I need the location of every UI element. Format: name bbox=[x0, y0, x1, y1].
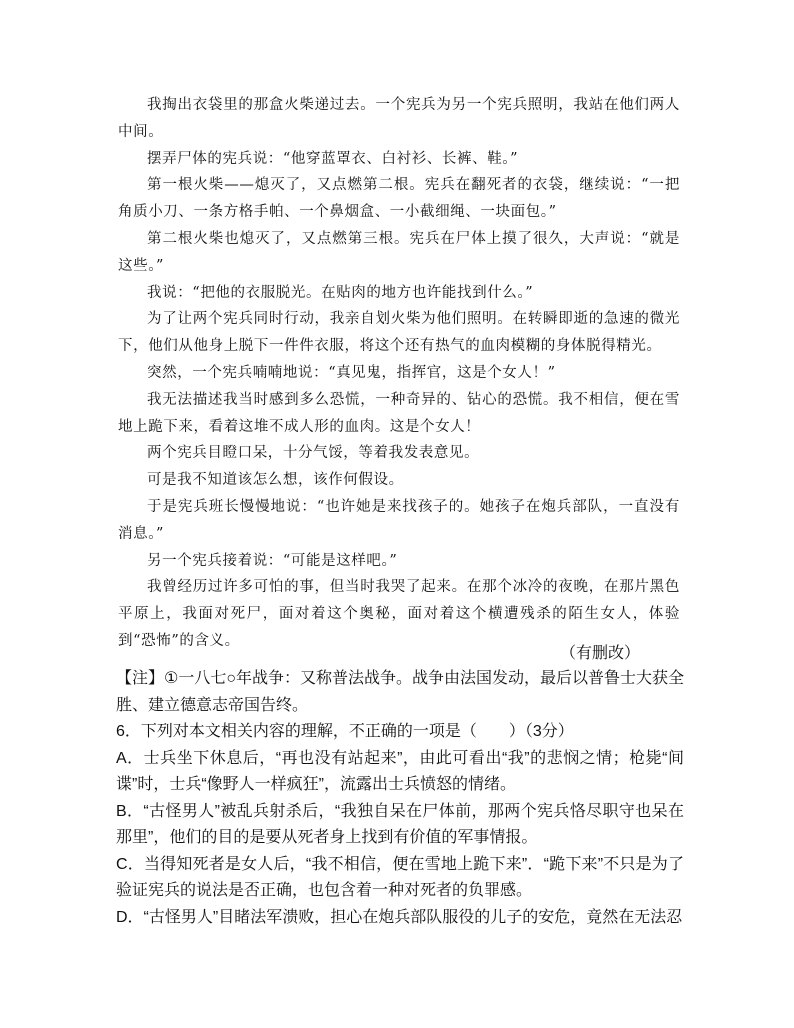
paragraph: 我说：“把他的衣服脱光。在贴肉的地方也许能找到什么。” bbox=[147, 284, 534, 301]
paragraph: 两个宪兵目瞪口呆，十分气馁，等着我发表意见。 bbox=[147, 445, 480, 462]
paragraph: 突然，一个宪兵喃喃地说：“真见鬼，指挥官，这是个女人！” bbox=[147, 364, 556, 381]
footnote: 【注】①一八七○年战争：又称普法战争。战争由法国发动，最后以普鲁士大获全胜、建立德意志帝国告终。 bbox=[116, 670, 685, 714]
question-section bbox=[116, 666, 684, 931]
option-a: A．士兵坐下休息后，“再也没有站起来”，由此可看出“我”的悲悯之情；枪毙“间谍”时，士兵“像野人一样疯狂”，流露出士兵愤怒的情绪。 bbox=[116, 749, 684, 793]
paragraph: 我曾经历过许多可怕的事，但当时我哭了起来。在那个冰冷的夜晚，在那片黑色平原上，我面对死尸，面对着这个奥秘，面对着这个横遭残杀的陌生女人，体验到“恐怖”的含义。 bbox=[118, 579, 680, 649]
paragraph: 第一根火柴——熄灭了，又点燃第二根。宪兵在翻死者的衣袋，继续说：“一把角质小刀、一条方格手帕、一个鼻烟盒、一小截细绳、一块面包。” bbox=[118, 177, 680, 221]
paragraph: 于是宪兵班长慢慢地说：“也许她是来找孩子的。她孩子在炮兵部队，一直没有消息。” bbox=[118, 498, 680, 542]
option-d: D．“古怪男人”目睹法军溃败，担心在炮兵部队服役的儿子的安危，竟然在无法忍 bbox=[116, 908, 683, 926]
option-c: C．当得知死者是女人后，“我不相信，便在雪地上跪下来”．“跪下来”不只是为了验证宪兵的说法是否正确，也包含着一种对死者的负罪感。 bbox=[116, 855, 684, 899]
option-b: B．“古怪男人”被乱兵射杀后，“我独自呆在尸体前，那两个宪兵恪尽职守也呆在那里”，他们的目的是要从死者身上找到有价值的军事情报。 bbox=[116, 802, 684, 846]
paragraph: 我无法描述我当时感到多么恐慌，一种奇异的、钻心的恐慌。我不相信，便在雪地上跪下来，看着这堆不成人形的血肉。这是个女人！ bbox=[118, 391, 680, 435]
paragraph: 第二根火柴也熄灭了，又点燃第三根。宪兵在尸体上摸了很久，大声说：“就是这些。” bbox=[118, 230, 680, 274]
paragraph: 我掏出衣袋里的那盒火柴递过去。一个宪兵为另一个宪兵照明，我站在他们两人中间。 bbox=[118, 97, 680, 140]
paragraph: 可是我不知道该怎么想，该作何假设。 bbox=[147, 472, 404, 489]
paragraph: 另一个宪兵接着说：“可能是这样吧。” bbox=[147, 552, 398, 569]
story-passage bbox=[118, 92, 680, 655]
paragraph: 为了让两个宪兵同时行动，我亲自划火柴为他们照明。在转瞬即逝的急速的微光下，他们从他身上脱下一件件衣服，将这个还有热气的血肉模糊的身体脱得精光。 bbox=[118, 311, 680, 355]
question-stem: 6．下列对本文相关内容的理解，不正确的一项是（ ）（3分） bbox=[116, 723, 574, 740]
paragraph: 摆弄尸体的宪兵说：“他穿蓝罩衣、白衬衫、长裤、鞋。” bbox=[147, 150, 519, 167]
source-note: （有删改） bbox=[560, 645, 641, 662]
